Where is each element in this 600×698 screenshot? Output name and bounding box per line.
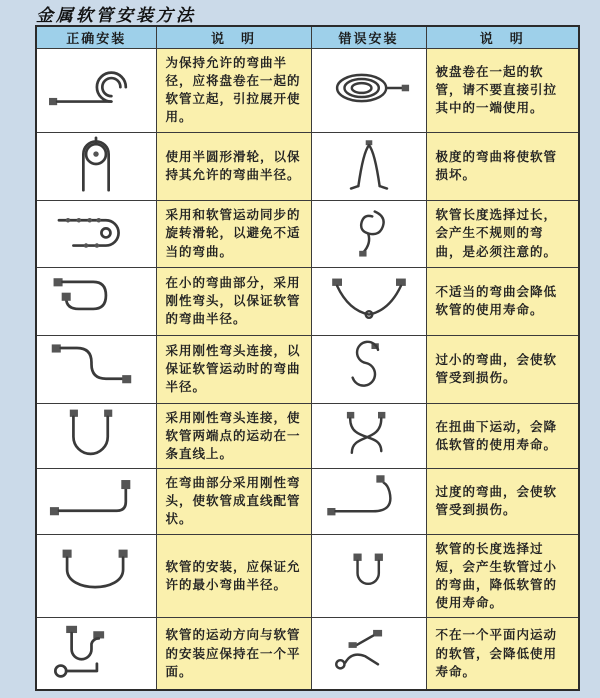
wrong-illustration-cell (311, 534, 426, 618)
correct-description (156, 49, 311, 133)
correct-illustration-cell (36, 267, 156, 335)
over-bent-l-icon (324, 472, 414, 526)
min-radius-u-icon (46, 546, 146, 602)
correct-description (156, 132, 311, 200)
correct-description-text: 在小的弯曲部分，采用刚性弯头，以保证软管的弯曲半径。 (165, 274, 301, 327)
table-row (36, 132, 579, 200)
correct-illustration-cell (36, 335, 156, 403)
wrong-description-text: 软管长度选择过长，会产生不规则的弯曲，是必须注意的。 (435, 207, 558, 259)
rigid-elbow-loop-icon (46, 271, 146, 327)
correct-description-text: 软管的运动方向与软管的安装应保持在一个平面。 (165, 627, 301, 679)
wrong-description (426, 267, 579, 335)
table-row (36, 403, 579, 468)
table-header (36, 26, 579, 49)
table-row (36, 468, 579, 534)
table-row (36, 534, 579, 618)
coil-pulled-end-icon (324, 61, 414, 115)
page-title: 金属软管安装方法 (36, 6, 196, 26)
wrong-illustration-cell (311, 49, 426, 133)
wrong-description (426, 200, 579, 267)
wrong-description (426, 403, 579, 468)
correct-description (156, 267, 311, 335)
correct-description-text: 采用和软管运动同步的旋转滑轮，以避免不适当的弯曲。 (165, 207, 301, 259)
wrong-description-text: 软管的长度选择过短，会产生软管过小的弯曲，降低软管的使用寿命。 (435, 540, 558, 611)
in-plane-motion-icon (46, 624, 146, 680)
wrong-description-text: 不适当的弯曲会降低软管的使用寿命。 (435, 283, 558, 317)
tight-s-bend-icon (324, 340, 414, 394)
correct-description (156, 403, 311, 468)
header-description-2: 说 明 (426, 26, 579, 49)
short-tight-u-icon (324, 547, 414, 601)
table-row (36, 335, 579, 403)
correct-illustration-cell (36, 200, 156, 267)
rotating-pulley-hose-icon (46, 204, 146, 260)
table-body (36, 49, 579, 690)
correct-description-text: 采用刚性弯头连接，使软管两端点的运动在一条直线上。 (165, 409, 301, 461)
wrong-illustration-cell (311, 335, 426, 403)
pulley-hose-icon (46, 136, 146, 192)
sharp-bend-hose-icon (324, 137, 414, 191)
wrong-illustration-cell (311, 267, 426, 335)
correct-description (156, 200, 311, 267)
correct-description-text: 使用半圆形滑轮，以保持其允许的弯曲半径。 (165, 148, 301, 182)
wrong-illustration-cell (311, 618, 426, 690)
correct-illustration-cell (36, 468, 156, 534)
wrong-description (426, 335, 579, 403)
wrong-description (426, 49, 579, 133)
correct-description-text: 为保持允许的弯曲半径，应将盘卷在一起的软管立起，引拉展开使用。 (165, 55, 301, 125)
wrong-illustration-cell (311, 468, 426, 534)
wrong-illustration-cell (311, 403, 426, 468)
correct-illustration-cell (36, 534, 156, 618)
table-row (36, 49, 579, 133)
header-description-1: 说 明 (156, 26, 311, 49)
twisted-u-hose-icon (324, 407, 414, 461)
installation-guide-table (35, 25, 580, 691)
correct-description (156, 335, 311, 403)
l-straight-pipe-icon (46, 471, 146, 527)
wrong-description-text: 不在一个平面内运动的软管，会降低使用寿命。 (435, 627, 558, 679)
wrong-description-text: 极度的弯曲将使软管损坏。 (435, 148, 558, 182)
table-row (36, 267, 579, 335)
wrong-illustration-cell (311, 200, 426, 267)
wrong-description (426, 468, 579, 534)
correct-illustration-cell (36, 132, 156, 200)
wrong-illustration-cell (311, 132, 426, 200)
correct-description (156, 468, 311, 534)
wrong-description (426, 132, 579, 200)
wrong-description (426, 618, 579, 690)
uncoiled-hose-icon (46, 60, 146, 116)
wrong-description-text: 过小的弯曲，会使软管受到损伤。 (435, 351, 558, 385)
wrong-description-text: 在扭曲下运动，会降低软管的使用寿命。 (435, 418, 558, 452)
correct-illustration-cell (36, 618, 156, 690)
out-of-plane-icon (324, 625, 414, 679)
correct-description-text: 软管的安装，应保证允许的最小弯曲半径。 (165, 559, 301, 593)
correct-description-text: 采用刚性弯头连接，以保证软管运动时的弯曲半径。 (165, 342, 301, 395)
header-correct-install: 正确安装 (36, 26, 156, 49)
correct-illustration-cell (36, 403, 156, 468)
excess-loop-hose-icon (324, 205, 414, 259)
correct-description-text: 在弯曲部分采用刚性弯头，使软管成直线配管状。 (165, 475, 301, 527)
wrong-description-text: 过度的弯曲，会使软管受到损伤。 (435, 484, 558, 518)
improper-v-bend-icon (324, 272, 414, 326)
header-wrong-install: 错误安装 (311, 26, 426, 49)
correct-description (156, 618, 311, 690)
correct-description (156, 534, 311, 618)
table-row (36, 200, 579, 267)
correct-illustration-cell (36, 49, 156, 133)
s-curve-elbow-icon (46, 339, 146, 395)
table-row (36, 618, 579, 690)
u-elbow-connect-icon (46, 406, 146, 462)
wrong-description-text: 被盘卷在一起的软管，请不要直接引拉其中的一端使用。 (435, 64, 558, 116)
wrong-description (426, 534, 579, 618)
